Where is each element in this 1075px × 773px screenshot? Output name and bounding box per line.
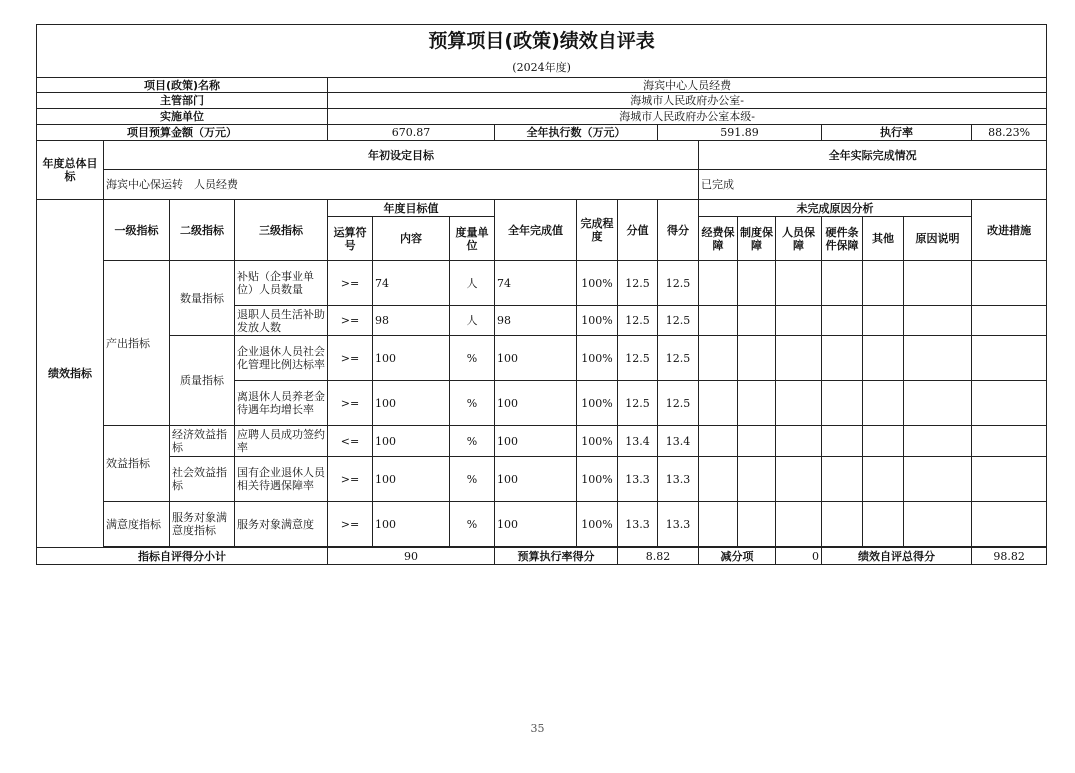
score-cell: 12.5 (658, 336, 699, 381)
completion-cell: 100% (577, 502, 618, 547)
done-cell: 100 (495, 502, 577, 547)
reason-hardware-cell (822, 502, 863, 547)
completion-cell: 100% (577, 426, 618, 457)
unit-header: 度量单位 (450, 217, 495, 261)
score-cell: 12.5 (658, 381, 699, 426)
improvement-cell (972, 336, 1047, 381)
initial-goal-header: 年初设定目标 (104, 141, 699, 170)
operator-cell: >= (328, 457, 373, 502)
reason-system-cell (738, 426, 776, 457)
reason-staff-cell (776, 306, 822, 336)
reason-system-cell (738, 502, 776, 547)
reason-explain-header: 原因说明 (904, 217, 972, 261)
score-cell: 13.3 (658, 502, 699, 547)
done-cell: 100 (495, 426, 577, 457)
reason-other-cell (863, 457, 904, 502)
score-value-cell: 13.3 (618, 457, 658, 502)
dept-label: 主管部门 (37, 93, 328, 109)
level3-header: 三级指标 (235, 200, 328, 261)
unit-cell: % (450, 457, 495, 502)
content-cell: 100 (373, 336, 450, 381)
rate-value: 88.23% (972, 125, 1047, 141)
indicator-name: 应聘人员成功签约率 (235, 426, 328, 457)
content-cell: 74 (373, 261, 450, 306)
budget-label: 项目预算金额（万元） (37, 125, 328, 141)
level2-social: 社会效益指标 (170, 457, 235, 502)
reason-fund-cell (699, 336, 738, 381)
score-value-cell: 13.3 (618, 502, 658, 547)
done-cell: 74 (495, 261, 577, 306)
deduct-value: 0 (776, 548, 822, 565)
reason-fund-cell (699, 261, 738, 306)
improvement-cell (972, 261, 1047, 306)
executed-label: 全年执行数（万元） (495, 125, 658, 141)
improvement-header: 改进措施 (972, 200, 1047, 261)
operator-cell: >= (328, 336, 373, 381)
reason-hardware-cell (822, 426, 863, 457)
completion-cell: 100% (577, 261, 618, 306)
score-cell: 12.5 (658, 306, 699, 336)
done-cell: 98 (495, 306, 577, 336)
level1-header: 一级指标 (104, 200, 170, 261)
unit-cell: % (450, 426, 495, 457)
reason-other-cell (863, 336, 904, 381)
score-value-cell: 12.5 (618, 306, 658, 336)
full-year-header: 全年完成值 (495, 200, 577, 261)
reason-explain-cell (904, 381, 972, 426)
reason-other-cell (863, 426, 904, 457)
completion-cell: 100% (577, 381, 618, 426)
reason-hardware-cell (822, 381, 863, 426)
score-cell: 13.3 (658, 457, 699, 502)
completion-cell: 100% (577, 457, 618, 502)
reason-explain-cell (904, 336, 972, 381)
reason-hardware-cell (822, 261, 863, 306)
done-cell: 100 (495, 336, 577, 381)
unit-value: 海城市人民政府办公室本级- (328, 109, 1047, 125)
content-cell: 98 (373, 306, 450, 336)
score-value-cell: 12.5 (618, 261, 658, 306)
reason-other-cell (863, 261, 904, 306)
content-cell: 100 (373, 457, 450, 502)
unit-label: 实施单位 (37, 109, 328, 125)
reason-other-cell (863, 502, 904, 547)
score-cell: 13.4 (658, 426, 699, 457)
operator-cell: >= (328, 306, 373, 336)
deduct-label: 减分项 (699, 548, 776, 565)
done-cell: 100 (495, 457, 577, 502)
reason-hardware-cell (822, 457, 863, 502)
level1-benefit: 效益指标 (104, 426, 170, 502)
level2-quality: 质量指标 (170, 336, 235, 426)
reason-other-header: 其他 (863, 217, 904, 261)
indicator-name: 国有企业退休人员相关待遇保障率 (235, 457, 328, 502)
page-number: 35 (530, 722, 545, 735)
content-header: 内容 (373, 217, 450, 261)
indicator-name: 离退休人员养老金待遇年均增长率 (235, 381, 328, 426)
level2-quantity: 数量指标 (170, 261, 235, 336)
annual-goal-label: 年度总体目标 (37, 141, 104, 200)
completion-cell: 100% (577, 336, 618, 381)
operator-cell: <= (328, 426, 373, 457)
indicator-name: 企业退休人员社会化管理比例达标率 (235, 336, 328, 381)
completion-header: 完成程度 (577, 200, 618, 261)
reason-fund-cell (699, 502, 738, 547)
reason-fund-cell (699, 457, 738, 502)
budget-score-label: 预算执行率得分 (495, 548, 618, 565)
reason-system-cell (738, 261, 776, 306)
unit-cell: % (450, 381, 495, 426)
operator-cell: >= (328, 261, 373, 306)
reason-staff-cell (776, 457, 822, 502)
performance-table (36, 24, 1047, 565)
reason-fund-header: 经费保障 (699, 217, 738, 261)
content-cell: 100 (373, 381, 450, 426)
reason-staff-cell (776, 381, 822, 426)
level1-satisfaction: 满意度指标 (104, 502, 170, 547)
reason-hardware-cell (822, 306, 863, 336)
reason-explain-cell (904, 426, 972, 457)
operator-cell: >= (328, 502, 373, 547)
improvement-cell (972, 502, 1047, 547)
done-cell: 100 (495, 381, 577, 426)
reason-system-cell (738, 457, 776, 502)
reason-staff-cell (776, 426, 822, 457)
reason-system-cell (738, 306, 776, 336)
actual-goal-header: 全年实际完成情况 (699, 141, 1047, 170)
reason-system-cell (738, 336, 776, 381)
completion-cell: 100% (577, 306, 618, 336)
content-cell: 100 (373, 426, 450, 457)
improvement-cell (972, 457, 1047, 502)
page-title: 预算项目(政策)绩效自评表 (37, 25, 1047, 58)
indicator-name: 服务对象满意度 (235, 502, 328, 547)
actual-goal-text: 已完成 (699, 170, 1047, 200)
indicator-name: 补贴（企事业单位）人员数量 (235, 261, 328, 306)
performance-indicators-label: 绩效指标 (37, 200, 104, 548)
reason-staff-header: 人员保障 (776, 217, 822, 261)
unit-cell: 人 (450, 261, 495, 306)
reason-other-cell (863, 306, 904, 336)
reason-system-cell (738, 381, 776, 426)
reason-explain-cell (904, 261, 972, 306)
score-value-cell: 13.4 (618, 426, 658, 457)
level1-output: 产出指标 (104, 261, 170, 426)
subtotal-value: 90 (328, 548, 495, 565)
reason-fund-cell (699, 426, 738, 457)
project-name-label: 项目(政策)名称 (37, 78, 328, 93)
total-score-value: 98.82 (972, 548, 1047, 565)
budget-value: 670.87 (328, 125, 495, 141)
unit-cell: 人 (450, 306, 495, 336)
subtotal-label: 指标自评得分小计 (37, 548, 328, 565)
reason-hardware-cell (822, 336, 863, 381)
total-score-label: 绩效自评总得分 (822, 548, 972, 565)
indicator-name: 退职人员生活补助发放人数 (235, 306, 328, 336)
score-value-header: 分值 (618, 200, 658, 261)
operator-header: 运算符号 (328, 217, 373, 261)
reason-explain-cell (904, 502, 972, 547)
improvement-cell (972, 426, 1047, 457)
executed-value: 591.89 (658, 125, 822, 141)
reason-explain-cell (904, 457, 972, 502)
score-value-cell: 12.5 (618, 381, 658, 426)
initial-goal-text: 海宾中心保运转 人员经费 (104, 170, 699, 200)
unit-cell: % (450, 502, 495, 547)
year-label: (2024年度) (37, 58, 1047, 78)
level2-header: 二级指标 (170, 200, 235, 261)
level2-economic: 经济效益指标 (170, 426, 235, 457)
improvement-cell (972, 306, 1047, 336)
score-value-cell: 12.5 (618, 336, 658, 381)
reason-staff-cell (776, 502, 822, 547)
annual-target-header: 年度目标值 (328, 200, 495, 217)
reason-explain-cell (904, 306, 972, 336)
operator-cell: >= (328, 381, 373, 426)
unit-cell: % (450, 336, 495, 381)
reason-staff-cell (776, 336, 822, 381)
content-cell: 100 (373, 502, 450, 547)
budget-score-value: 8.82 (618, 548, 699, 565)
improvement-cell (972, 381, 1047, 426)
reason-analysis-header: 未完成原因分析 (699, 200, 972, 217)
reason-fund-cell (699, 306, 738, 336)
rate-label: 执行率 (822, 125, 972, 141)
reason-staff-cell (776, 261, 822, 306)
score-header: 得分 (658, 200, 699, 261)
reason-other-cell (863, 381, 904, 426)
score-cell: 12.5 (658, 261, 699, 306)
dept-value: 海城市人民政府办公室- (328, 93, 1047, 109)
reason-fund-cell (699, 381, 738, 426)
reason-system-header: 制度保障 (738, 217, 776, 261)
level2-service-satisfaction: 服务对象满意度指标 (170, 502, 235, 547)
reason-hardware-header: 硬件条件保障 (822, 217, 863, 261)
project-name-value: 海宾中心人员经费 (328, 78, 1047, 93)
